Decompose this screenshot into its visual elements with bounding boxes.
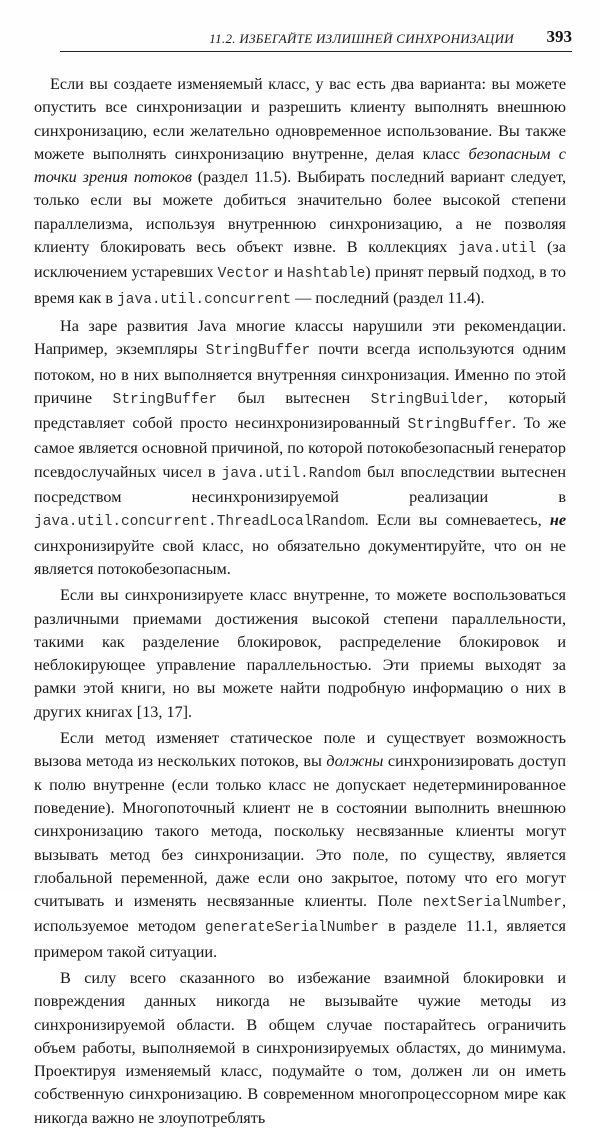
- page-number: 393: [546, 27, 572, 46]
- code-stringbuilder: StringBuilder: [370, 391, 484, 408]
- code-java-util: java.util: [457, 241, 537, 258]
- emphasis-must: должны: [326, 752, 384, 771]
- paragraph-4: Если метод изменяет статическое поле и существует возможность вызова метода из нескольких потоков, вы должны синхронизировать доступ к полю внутренне (если только класс не допускает недетерминированное поведение). Многопоточный клиент не в состоянии выполнить внешнюю синхронизацию такого метода, поскольку несвязанные клиенты могут вызывать метод без синхронизации. Это поле, по существу, является глобальной переменной, даже если оно закрытое, потому что его могут считывать и изменять несвязанные клиенты. Поле nextSerialNumber, используемое методом generateSerialNumber в разделе 11.1, является примером такой ситуации.: [34, 729, 567, 961]
- code-hashtable: Hashtable: [286, 266, 366, 283]
- paragraph-3: Если вы синхронизируете класс внутренне, то можете воспользоваться различными приемами достижения высокой степени параллельности, такими как разделение блокировок, распределение блокировок и неблокирующее управление параллельностью. Эти приемы выходят за рамки этой книги, но вы можете найти подробную информацию о них в других книгах [13, 17].: [34, 586, 566, 721]
- emphasis-not: не: [549, 511, 566, 530]
- code-stringbuffer: StringBuffer: [112, 391, 218, 408]
- code-vector: Vector: [217, 266, 270, 283]
- body-text: [34, 73, 566, 1133]
- code-stringbuffer: StringBuffer: [205, 343, 311, 360]
- code-java-util-random: java.util.Random: [221, 465, 361, 482]
- running-header: [60, 27, 572, 52]
- code-stringbuffer: StringBuffer: [407, 417, 513, 434]
- code-next-serial-number: nextSerialNumber: [422, 895, 562, 912]
- paragraph-2: На заре развития Java многие классы нарушили эти рекомендации. Например, экземпляры StringBuffer почти всегда используются одним потоком, но в них выполняется внутренняя синхронизация. Именно по этой причине StringBuffer был вытеснен StringBuilder, который представляет собой просто несинхронизированный StringBuffer. То же самое является основной причиной, по которой потокобезопасный генератор псевдослучайных чисел в java.util.Random был впоследствии вытеснен посредством несинхронизируемой реализации в java.util.concurrent.ThreadLocalRandom. Если вы сомневаетесь, не синхронизируйте свой класс, но обязательно документируйте, что он не является потокобезопасным.: [34, 316, 567, 578]
- section-title: 11.2. ИЗБЕГАЙТЕ ИЗЛИШНЕЙ СИНХРОНИЗАЦИИ: [209, 31, 514, 46]
- paragraph-1: Если вы создаете изменяемый класс, у вас есть два варианта: вы можете опустить все синхронизации и разрешить клиенту выполнять внешнюю синхронизацию, если желательно одновременное использование. Вы также можете выполнять синхронизацию внутренне, делая класс безопасным с точки зрения потоков (раздел 11.5). Выбирать последний вариант следует, только если вы можете добиться значительно более высокой степени параллелизма, используя внутреннюю синхронизацию, а не позволяя клиенту блокировать весь объект извне. В коллекциях java.util (за исключением устаревших Vector и Hashtable) принят первый подход, в то время как в java.util.concurrent — последний (раздел 11.4).: [34, 75, 567, 308]
- code-generate-serial-number: generateSerialNumber: [204, 920, 379, 937]
- paragraph-5: В силу всего сказанного во избежание взаимной блокировки и повреждения данных никогда не вызывайте чужие методы из синхронизируемой области. В общем случае постарайтесь ограничить объем работы, выполняемой в синхронизируемых областях, до минимума. Проектируя изменяемый класс, подумайте о том, должен ли он иметь собственную синхронизацию. В современном многопроцессорном мире как никогда важно не злоупотреблять: [34, 968, 566, 1127]
- code-threadlocalrandom: java.util.concurrent.ThreadLocalRandom: [34, 514, 365, 531]
- code-java-util-concurrent: java.util.concurrent: [117, 291, 292, 308]
- emphasis-thread-safe: безопасным с точки зрения потоков: [34, 144, 566, 187]
